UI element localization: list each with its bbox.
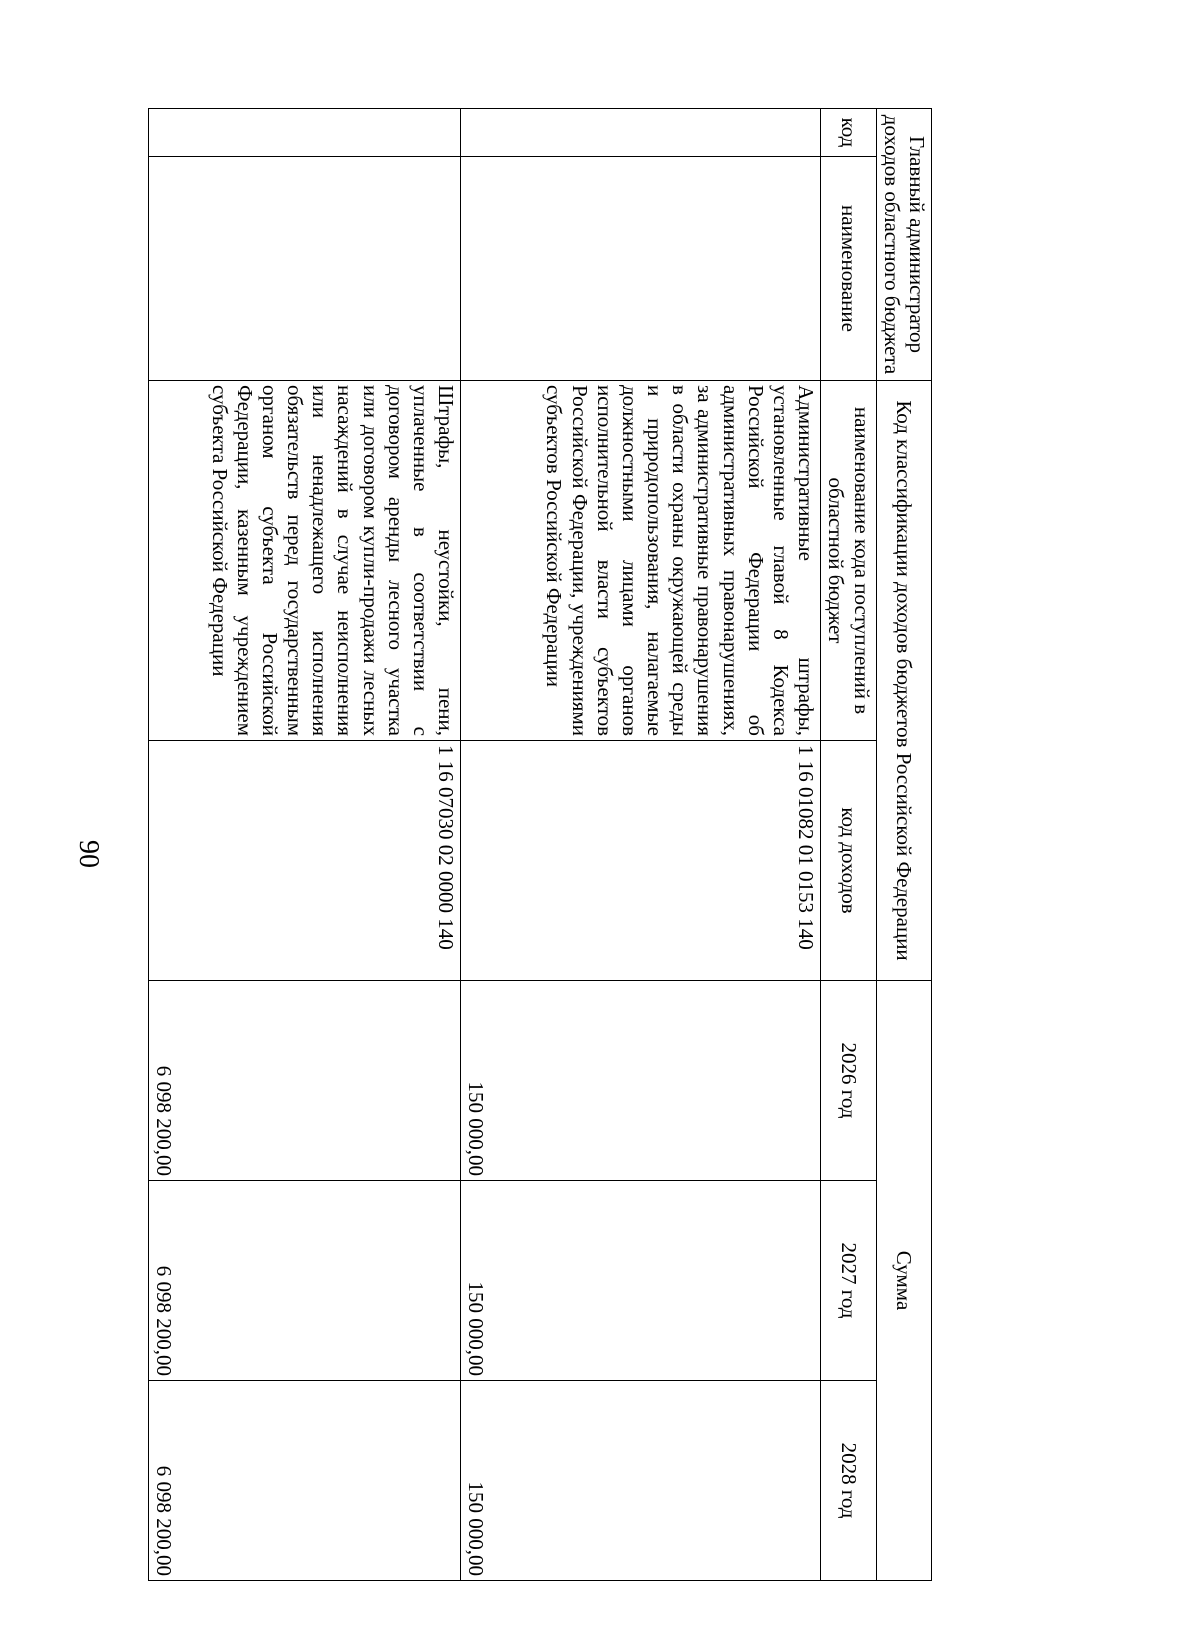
revenue-code-cell: 1 16 01082 01 0153 140 <box>461 741 821 981</box>
table-subheader-row <box>821 109 876 1581</box>
amount-2027-value: 6 098 200,00 <box>152 1265 177 1377</box>
header-chief-administrator: Главный администратор доходов областного бюджета <box>876 109 931 381</box>
revenue-code-cell: 1 16 07030 02 0000 140 <box>149 741 461 981</box>
admin-code-cell <box>149 109 461 157</box>
revenue-description-cell: Штрафы, неустойки, пени, уплаченные в соответствии с договором аренды лесного участка или договором купли-продажи лесных насаждений в случае неисполнения или ненадлежащего исполнения обязательств перед государственным органом субъекта Российской Федерации, казенным учреждением субъекта Российской Федерации <box>149 381 461 741</box>
amount-2026-cell <box>461 981 821 1181</box>
header-sum: Сумма <box>876 981 931 1581</box>
header-year-2027: 2027 год <box>821 1181 876 1381</box>
header-name: наименование <box>821 157 876 381</box>
admin-name-cell <box>461 157 821 381</box>
table-row <box>461 109 821 1581</box>
amount-2028-cell <box>461 1381 821 1581</box>
admin-code-cell <box>461 109 821 157</box>
header-classification-code: Код классификации доходов бюджетов Российской Федерации <box>876 381 931 981</box>
table-row <box>149 109 461 1581</box>
amount-2026-value: 150 000,00 <box>464 1081 489 1177</box>
amount-2028-value: 6 098 200,00 <box>152 1465 177 1577</box>
amount-2027-cell <box>461 1181 821 1381</box>
amount-2027-cell <box>149 1181 461 1381</box>
revenue-description-cell: Административные штрафы, установленные главой 8 Кодекса Российской Федерации об административных правонарушениях, за административные правонарушения в области охраны окружающей среды и природопользования, налагаемые должностными лицами органов исполнительной власти субъектов Российской Федерации, учреждениями субъектов Российской Федерации <box>461 381 821 741</box>
amount-2028-value: 150 000,00 <box>464 1481 489 1577</box>
header-year-2026: 2026 год <box>821 981 876 1181</box>
table-header-row <box>876 109 931 1581</box>
admin-name-cell <box>149 157 461 381</box>
amount-2026-cell <box>149 981 461 1181</box>
header-code: код <box>821 109 876 157</box>
header-year-2028: 2028 год <box>821 1381 876 1581</box>
header-revenue-code: код доходов <box>821 741 876 981</box>
amount-2028-cell <box>149 1381 461 1581</box>
header-revenue-name: наименование кода поступлений в областной бюджет <box>821 381 876 741</box>
revenue-table <box>148 108 932 1581</box>
amount-2027-value: 150 000,00 <box>464 1281 489 1377</box>
amount-2026-value: 6 098 200,00 <box>152 1065 177 1177</box>
rotated-table-container <box>152 108 932 1580</box>
page-number: 90 <box>73 840 104 868</box>
